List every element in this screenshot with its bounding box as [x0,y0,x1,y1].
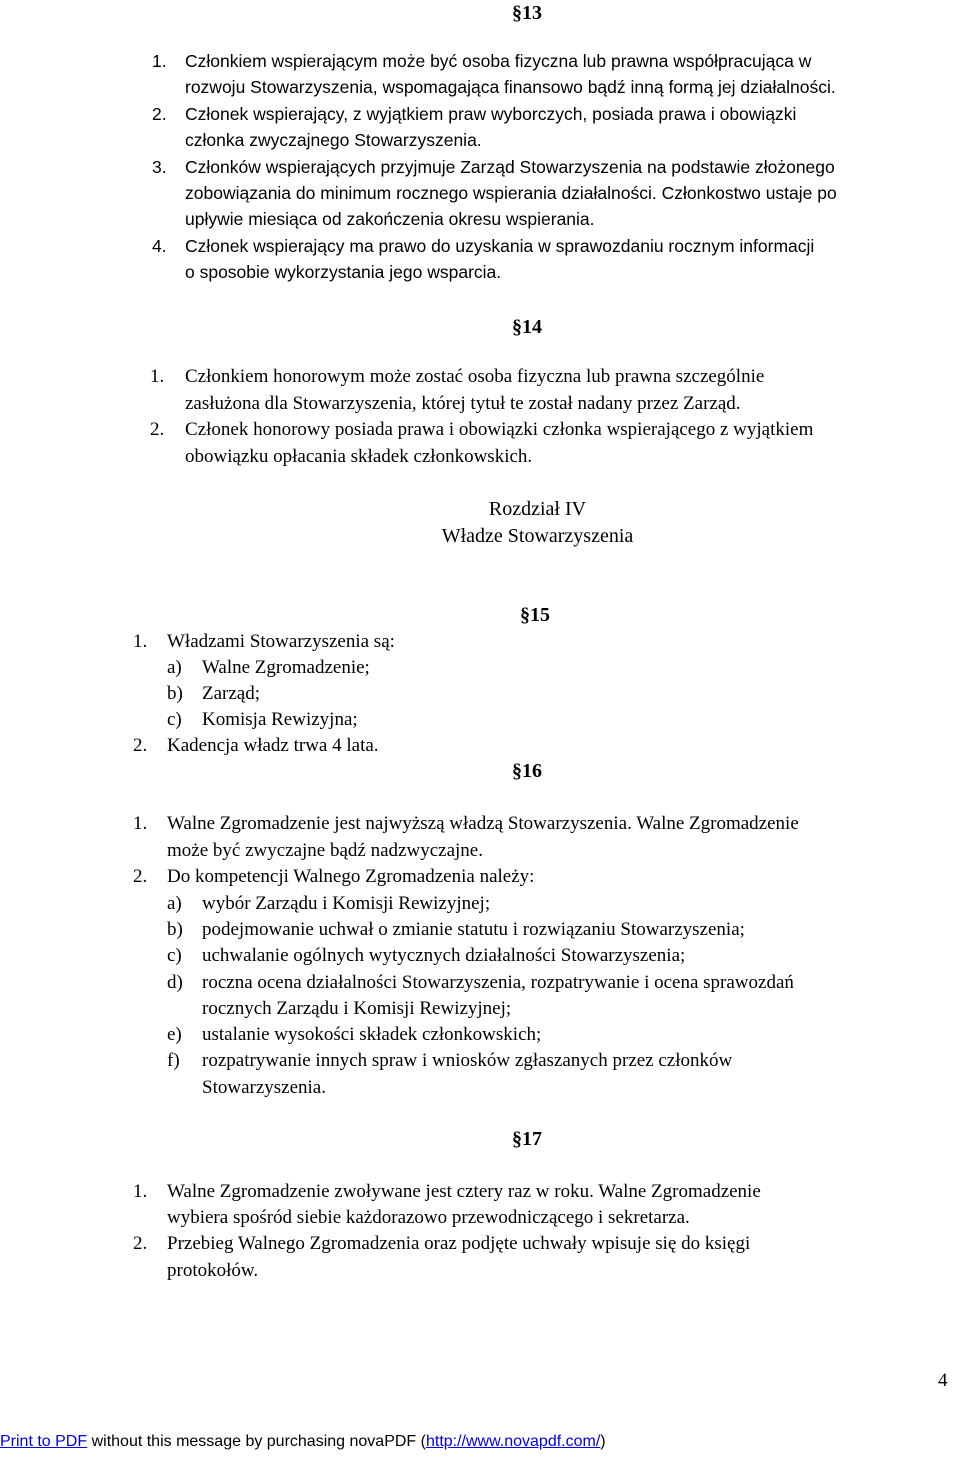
list-number: 1. [133,813,148,834]
list-item-line: Członek wspierający ma prawo do uzyskania w sprawozdaniu rocznym informacji [185,236,815,256]
list-item-line: Członkiem honorowym może zostać osoba fizyczna lub prawna szczególnie [185,366,765,387]
list-number: 2. [133,1233,148,1254]
sub-item: Zarząd; [202,683,261,704]
list-number: 2. [150,419,165,440]
list-item-line: Kadencja władz trwa 4 lata. [167,735,379,756]
section-17-heading: §17 [512,1128,542,1150]
sub-item: uchwalanie ogólnych wytycznych działalności Stowarzyszenia; [202,945,686,966]
sub-item: roczna ocena działalności Stowarzyszenia, rozpatrywanie i ocena sprawozdań [202,972,794,993]
sub-letter: b) [167,919,183,940]
sub-item: Stowarzyszenia. [202,1077,326,1098]
list-number: 2. [133,866,148,887]
section-16-heading: §16 [512,760,542,782]
sub-letter: e) [167,1024,182,1045]
list-item-line: Członek honorowy posiada prawa i obowiązki członka wspierającego z wyjątkiem [185,419,814,440]
sub-item: rozpatrywanie innych spraw i wniosków zgłaszanych przez członków [202,1050,733,1071]
chapter-number: Rozdział IV [488,498,587,520]
list-item-line: Władzami Stowarzyszenia są: [167,631,395,652]
list-item-line: rozwoju Stowarzyszenia, wspomagająca finansowo bądź inną formą jej działalności. [185,77,836,97]
list-item-line: Do kompetencji Walnego Zgromadzenia należy: [167,866,535,887]
section-13-heading: §13 [512,2,542,24]
sub-letter: c) [167,709,182,730]
sub-item: Walne Zgromadzenie; [202,657,370,678]
list-item-line: zasłużona dla Stowarzyszenia, której tytuł te został nadany przez Zarząd. [185,393,741,414]
sub-letter: a) [167,657,182,678]
list-number: 4. [152,236,167,256]
sub-letter: a) [167,893,182,914]
chapter-title: Władze Stowarzyszenia [441,525,634,547]
sub-letter: f) [167,1050,180,1071]
list-number: 2. [133,735,148,756]
list-item-line: Członków wspierających przyjmuje Zarząd Stowarzyszenia na podstawie złożonego [185,157,835,177]
section-15-heading: §15 [520,604,550,626]
list-number: 1. [133,631,148,652]
page-number: 4 [938,1370,948,1391]
list-number: 2. [152,104,167,124]
sub-item: ustalanie wysokości składek członkowskich; [202,1024,542,1045]
sub-item: Komisja Rewizyjna; [202,709,358,730]
novapdf-url-link[interactable]: http://www.novapdf.com/ [425,1433,601,1450]
list-item-line: Przebieg Walnego Zgromadzenia oraz podjęte uchwały wpisuje się do księgi [167,1233,751,1254]
list-number: 1. [150,366,165,387]
list-number: 1. [133,1181,148,1202]
sub-item: wybór Zarządu i Komisji Rewizyjnej; [202,893,491,914]
sub-letter: b) [167,683,183,704]
section-14-heading: §14 [512,316,542,338]
list-item-line: protokołów. [167,1260,259,1281]
list-number: 1. [152,51,167,71]
list-item-line: Członkiem wspierającym może być osoba fizyczna lub prawna współpracująca w [185,51,812,71]
sub-letter: d) [167,972,183,993]
list-item-line: Walne Zgromadzenie jest najwyższą władzą Stowarzyszenia. Walne Zgromadzenie [167,813,799,834]
sub-item: podejmowanie uchwał o zmianie statutu i rozwiązaniu Stowarzyszenia; [202,919,745,940]
sub-letter: c) [167,945,182,966]
novapdf-footer [0,1433,606,1451]
list-item-line: Walne Zgromadzenie zwoływane jest cztery raz w roku. Walne Zgromadzenie [167,1181,761,1202]
footer-text: without this message by purchasing novaPDF ( [87,1433,426,1450]
list-item-line: Członek wspierający, z wyjątkiem praw wyborczych, posiada prawa i obowiązki [185,104,797,124]
print-to-pdf-link[interactable]: Print to PDF [0,1433,88,1450]
list-item-line: wybiera spośród siebie każdorazowo przewodniczącego i sekretarza. [167,1207,690,1228]
list-number: 3. [152,157,167,177]
list-item-line: obowiązku opłacania składek członkowskich. [185,446,533,467]
list-item-line: zobowiązania do minimum rocznego wspierania działalności. Członkostwo ustaje po [185,183,837,203]
list-item-line: może być zwyczajne bądź nadzwyczajne. [167,840,483,861]
list-item-line: o sposobie wykorzystania jego wsparcia. [185,262,502,282]
footer-text-end: ) [600,1433,606,1450]
list-item-line: członka zwyczajnego Stowarzyszenia. [185,130,482,150]
sub-item: rocznych Zarządu i Komisji Rewizyjnej; [202,998,512,1019]
list-item-line: upływie miesiąca od zakończenia okresu wspierania. [185,209,595,229]
